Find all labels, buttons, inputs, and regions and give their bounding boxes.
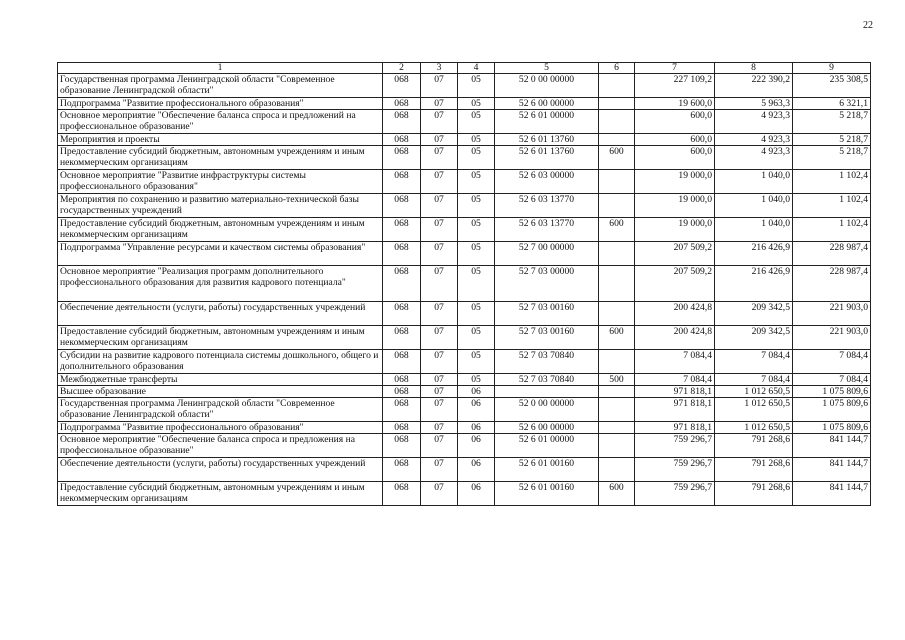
target-article-cell: 52 6 03 00000 (495, 170, 599, 194)
column-header: 9 (793, 63, 871, 74)
target-article-cell: 52 7 03 00000 (495, 266, 599, 302)
amount-year3-cell: 1 102,4 (793, 170, 871, 194)
section-cell: 07 (421, 266, 458, 302)
section-cell: 07 (421, 398, 458, 422)
section-cell: 07 (421, 218, 458, 242)
amount-year3-cell: 841 144,7 (793, 458, 871, 482)
amount-year1-cell: 971 818,1 (635, 422, 715, 434)
table-row (58, 134, 871, 146)
expense-type-cell (599, 398, 635, 422)
amount-year2-cell: 4 923,3 (715, 110, 793, 134)
expense-type-cell (599, 434, 635, 458)
subsection-cell: 05 (458, 350, 495, 374)
table-row (58, 218, 871, 242)
amount-year3-cell: 228 987,4 (793, 266, 871, 302)
ministry-code-cell: 068 (383, 266, 421, 302)
column-header: 4 (458, 63, 495, 74)
budget-table-body (58, 74, 871, 506)
ministry-code-cell: 068 (383, 146, 421, 170)
subsection-cell: 05 (458, 218, 495, 242)
expense-type-cell (599, 266, 635, 302)
subsection-cell: 06 (458, 386, 495, 398)
column-header: 8 (715, 63, 793, 74)
amount-year2-cell: 216 426,9 (715, 242, 793, 266)
ministry-code-cell: 068 (383, 98, 421, 110)
ministry-code-cell: 068 (383, 458, 421, 482)
amount-year2-cell: 222 390,2 (715, 74, 793, 98)
ministry-code-cell: 068 (383, 74, 421, 98)
amount-year1-cell: 19 000,0 (635, 170, 715, 194)
amount-year1-cell: 200 424,8 (635, 302, 715, 326)
amount-year1-cell: 971 818,1 (635, 398, 715, 422)
amount-year3-cell: 235 308,5 (793, 74, 871, 98)
page-number: 22 (863, 20, 873, 31)
table-row (58, 482, 871, 506)
item-name-cell: Подпрограмма "Развитие профессионального образования" (58, 422, 383, 434)
target-article-cell: 52 6 01 00160 (495, 458, 599, 482)
item-name-cell: Межбюджетные трансферты (58, 374, 383, 386)
table-row (58, 374, 871, 386)
subsection-cell: 05 (458, 326, 495, 350)
subsection-cell: 06 (458, 422, 495, 434)
amount-year3-cell: 1 102,4 (793, 218, 871, 242)
item-name-cell: Мероприятия по сохранению и развитию материально-технической базы государственных учреждений (58, 194, 383, 218)
amount-year2-cell: 216 426,9 (715, 266, 793, 302)
table-row (58, 326, 871, 350)
subsection-cell: 05 (458, 374, 495, 386)
amount-year2-cell: 791 268,6 (715, 434, 793, 458)
table-row (58, 242, 871, 266)
section-cell: 07 (421, 134, 458, 146)
ministry-code-cell: 068 (383, 242, 421, 266)
section-cell: 07 (421, 170, 458, 194)
amount-year1-cell: 600,0 (635, 146, 715, 170)
item-name-cell: Обеспечение деятельности (услуги, работы) государственных учреждений (58, 302, 383, 326)
expense-type-cell (599, 458, 635, 482)
amount-year3-cell: 5 218,7 (793, 134, 871, 146)
ministry-code-cell: 068 (383, 386, 421, 398)
item-name-cell: Предоставление субсидий бюджетным, автономным учреждениям и иным некоммерческим организациям (58, 482, 383, 506)
section-cell: 07 (421, 422, 458, 434)
amount-year1-cell: 759 296,7 (635, 434, 715, 458)
ministry-code-cell: 068 (383, 350, 421, 374)
expense-type-cell (599, 74, 635, 98)
amount-year2-cell: 791 268,6 (715, 458, 793, 482)
ministry-code-cell: 068 (383, 194, 421, 218)
amount-year1-cell: 600,0 (635, 134, 715, 146)
amount-year3-cell: 6 321,1 (793, 98, 871, 110)
amount-year3-cell: 1 075 809,6 (793, 398, 871, 422)
target-article-cell: 52 6 00 00000 (495, 422, 599, 434)
item-name-cell: Обеспечение деятельности (услуги, работы) государственных учреждений (58, 458, 383, 482)
amount-year2-cell: 791 268,6 (715, 482, 793, 506)
item-name-cell: Подпрограмма "Управление ресурсами и качеством системы образования" (58, 242, 383, 266)
column-number-row (58, 63, 871, 74)
target-article-cell: 52 6 03 13770 (495, 218, 599, 242)
section-cell: 07 (421, 110, 458, 134)
item-name-cell: Подпрограмма "Развитие профессионального образования" (58, 98, 383, 110)
target-article-cell: 52 6 01 13760 (495, 146, 599, 170)
table-row (58, 170, 871, 194)
amount-year3-cell: 841 144,7 (793, 482, 871, 506)
section-cell: 07 (421, 146, 458, 170)
amount-year1-cell: 600,0 (635, 110, 715, 134)
target-article-cell: 52 0 00 00000 (495, 74, 599, 98)
target-article-cell: 52 6 01 13760 (495, 134, 599, 146)
subsection-cell: 06 (458, 398, 495, 422)
subsection-cell: 05 (458, 74, 495, 98)
item-name-cell: Высшее образование (58, 386, 383, 398)
item-name-cell: Государственная программа Ленинградской области "Современное образование Ленинградской области" (58, 74, 383, 98)
expense-type-cell: 600 (599, 326, 635, 350)
amount-year3-cell: 1 102,4 (793, 194, 871, 218)
subsection-cell: 05 (458, 242, 495, 266)
amount-year2-cell: 1 012 650,5 (715, 422, 793, 434)
amount-year2-cell: 1 040,0 (715, 218, 793, 242)
item-name-cell: Основное мероприятие "Развитие инфраструктуры системы профессионального образования" (58, 170, 383, 194)
subsection-cell: 06 (458, 458, 495, 482)
amount-year2-cell: 5 963,3 (715, 98, 793, 110)
table-row (58, 458, 871, 482)
table-row (58, 98, 871, 110)
amount-year1-cell: 759 296,7 (635, 458, 715, 482)
ministry-code-cell: 068 (383, 170, 421, 194)
amount-year3-cell: 5 218,7 (793, 110, 871, 134)
section-cell: 07 (421, 458, 458, 482)
target-article-cell: 52 7 03 00160 (495, 302, 599, 326)
target-article-cell (495, 386, 599, 398)
column-header: 5 (495, 63, 599, 74)
amount-year2-cell: 209 342,5 (715, 302, 793, 326)
amount-year2-cell: 7 084,4 (715, 374, 793, 386)
section-cell: 07 (421, 194, 458, 218)
item-name-cell: Основное мероприятие "Реализация программ дополнительного профессионального образования для развития кадрового потенциала" (58, 266, 383, 302)
expense-type-cell (599, 98, 635, 110)
target-article-cell: 52 7 03 00160 (495, 326, 599, 350)
table-row (58, 386, 871, 398)
amount-year2-cell: 7 084,4 (715, 350, 793, 374)
expense-type-cell (599, 422, 635, 434)
amount-year1-cell: 207 509,2 (635, 266, 715, 302)
subsection-cell: 05 (458, 146, 495, 170)
table-row (58, 194, 871, 218)
amount-year1-cell: 7 084,4 (635, 374, 715, 386)
target-article-cell: 52 7 03 70840 (495, 374, 599, 386)
item-name-cell: Предоставление субсидий бюджетным, автономным учреждениям и иным некоммерческим организациям (58, 218, 383, 242)
amount-year1-cell: 19 000,0 (635, 218, 715, 242)
target-article-cell: 52 6 01 00160 (495, 482, 599, 506)
budget-table (57, 62, 871, 506)
amount-year1-cell: 19 600,0 (635, 98, 715, 110)
item-name-cell: Субсидии на развитие кадрового потенциала системы дошкольного, общего и дополнительного образования (58, 350, 383, 374)
expense-type-cell (599, 242, 635, 266)
ministry-code-cell: 068 (383, 422, 421, 434)
amount-year1-cell: 19 000,0 (635, 194, 715, 218)
target-article-cell: 52 6 01 00000 (495, 110, 599, 134)
amount-year1-cell: 971 818,1 (635, 386, 715, 398)
amount-year3-cell: 5 218,7 (793, 146, 871, 170)
ministry-code-cell: 068 (383, 302, 421, 326)
amount-year2-cell: 1 040,0 (715, 194, 793, 218)
amount-year1-cell: 7 084,4 (635, 350, 715, 374)
ministry-code-cell: 068 (383, 218, 421, 242)
section-cell: 07 (421, 482, 458, 506)
amount-year2-cell: 4 923,3 (715, 134, 793, 146)
amount-year2-cell: 1 012 650,5 (715, 386, 793, 398)
table-row (58, 74, 871, 98)
subsection-cell: 05 (458, 194, 495, 218)
ministry-code-cell: 068 (383, 134, 421, 146)
target-article-cell: 52 7 03 70840 (495, 350, 599, 374)
column-header: 3 (421, 63, 458, 74)
section-cell: 07 (421, 242, 458, 266)
amount-year1-cell: 227 109,2 (635, 74, 715, 98)
expense-type-cell (599, 134, 635, 146)
expense-type-cell (599, 170, 635, 194)
item-name-cell: Государственная программа Ленинградской области "Современное образование Ленинградской области" (58, 398, 383, 422)
item-name-cell: Мероприятия и проекты (58, 134, 383, 146)
table-row (58, 110, 871, 134)
item-name-cell: Основное мероприятие "Обеспечение баланса спроса и предложений на профессиональное образование" (58, 110, 383, 134)
item-name-cell: Предоставление субсидий бюджетным, автономным учреждениям и иным некоммерческим организациям (58, 326, 383, 350)
target-article-cell: 52 6 01 00000 (495, 434, 599, 458)
amount-year1-cell: 759 296,7 (635, 482, 715, 506)
item-name-cell: Основное мероприятие "Обеспечение баланса спроса и предложения на профессиональное образование" (58, 434, 383, 458)
ministry-code-cell: 068 (383, 482, 421, 506)
expense-type-cell (599, 386, 635, 398)
column-header: 6 (599, 63, 635, 74)
table-row (58, 398, 871, 422)
expense-type-cell (599, 302, 635, 326)
amount-year3-cell: 7 084,4 (793, 350, 871, 374)
amount-year3-cell: 841 144,7 (793, 434, 871, 458)
target-article-cell: 52 7 00 00000 (495, 242, 599, 266)
subsection-cell: 05 (458, 302, 495, 326)
amount-year3-cell: 1 075 809,6 (793, 422, 871, 434)
item-name-cell: Предоставление субсидий бюджетным, автономным учреждениям и иным некоммерческим организациям (58, 146, 383, 170)
section-cell: 07 (421, 374, 458, 386)
amount-year2-cell: 1 012 650,5 (715, 398, 793, 422)
amount-year1-cell: 207 509,2 (635, 242, 715, 266)
expense-type-cell: 600 (599, 482, 635, 506)
amount-year3-cell: 1 075 809,6 (793, 386, 871, 398)
column-header: 2 (383, 63, 421, 74)
column-header: 7 (635, 63, 715, 74)
amount-year3-cell: 221 903,0 (793, 326, 871, 350)
expense-type-cell (599, 110, 635, 134)
ministry-code-cell: 068 (383, 398, 421, 422)
amount-year3-cell: 228 987,4 (793, 242, 871, 266)
subsection-cell: 05 (458, 266, 495, 302)
target-article-cell: 52 6 03 13770 (495, 194, 599, 218)
ministry-code-cell: 068 (383, 434, 421, 458)
amount-year3-cell: 7 084,4 (793, 374, 871, 386)
section-cell: 07 (421, 98, 458, 110)
target-article-cell: 52 6 00 00000 (495, 98, 599, 110)
section-cell: 07 (421, 386, 458, 398)
target-article-cell: 52 0 00 00000 (495, 398, 599, 422)
subsection-cell: 06 (458, 434, 495, 458)
expense-type-cell: 500 (599, 374, 635, 386)
column-header: 1 (58, 63, 383, 74)
section-cell: 07 (421, 350, 458, 374)
ministry-code-cell: 068 (383, 110, 421, 134)
ministry-code-cell: 068 (383, 374, 421, 386)
amount-year2-cell: 1 040,0 (715, 170, 793, 194)
subsection-cell: 05 (458, 134, 495, 146)
table-row (58, 266, 871, 302)
subsection-cell: 05 (458, 170, 495, 194)
amount-year2-cell: 209 342,5 (715, 326, 793, 350)
subsection-cell: 05 (458, 110, 495, 134)
expense-type-cell (599, 350, 635, 374)
amount-year1-cell: 200 424,8 (635, 326, 715, 350)
table-row (58, 434, 871, 458)
section-cell: 07 (421, 434, 458, 458)
amount-year3-cell: 221 903,0 (793, 302, 871, 326)
subsection-cell: 06 (458, 482, 495, 506)
expense-type-cell: 600 (599, 218, 635, 242)
table-row (58, 422, 871, 434)
section-cell: 07 (421, 74, 458, 98)
subsection-cell: 05 (458, 98, 495, 110)
table-row (58, 302, 871, 326)
section-cell: 07 (421, 302, 458, 326)
amount-year2-cell: 4 923,3 (715, 146, 793, 170)
section-cell: 07 (421, 326, 458, 350)
table-row (58, 350, 871, 374)
ministry-code-cell: 068 (383, 326, 421, 350)
expense-type-cell (599, 194, 635, 218)
expense-type-cell: 600 (599, 146, 635, 170)
table-row (58, 146, 871, 170)
